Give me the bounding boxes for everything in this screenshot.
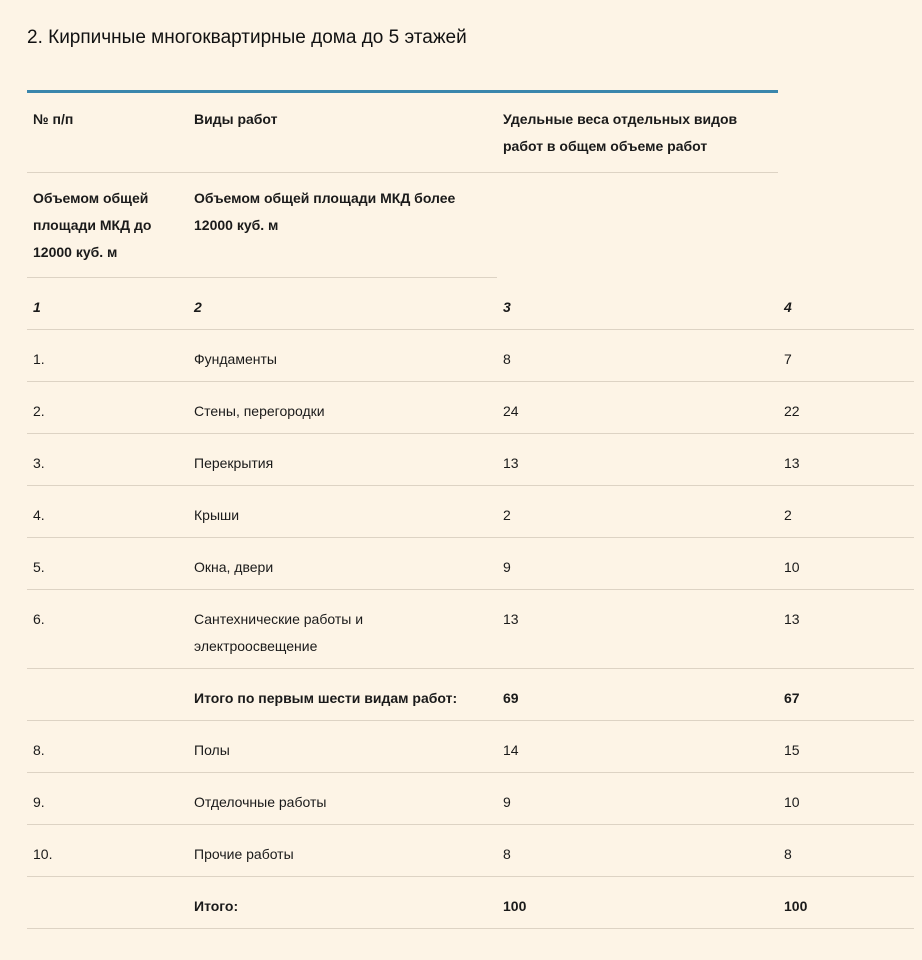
- header-col-weights: [503, 106, 737, 160]
- row-weight-large: 13: [784, 611, 800, 627]
- row-number: 1.: [33, 351, 45, 367]
- column-number-4: 4: [784, 299, 792, 315]
- row-number: 5.: [33, 559, 45, 575]
- column-number-3: 3: [503, 299, 511, 315]
- header-col-number: № п/п: [33, 111, 74, 127]
- column-number-row: [27, 278, 914, 330]
- table-row: [27, 538, 914, 590]
- table-row: [27, 330, 914, 382]
- row-weight-small: 2: [503, 507, 511, 523]
- row-number: 6.: [33, 611, 45, 627]
- total-weight-small: 100: [503, 898, 527, 914]
- header-col-work-type: Виды работ: [194, 111, 278, 127]
- row-weight-large: 2: [784, 507, 792, 523]
- header-sub-large-line1: Объемом общей площади МКД более: [194, 190, 456, 206]
- header-sub-large-volume: [194, 185, 455, 239]
- row-number: 10.: [33, 846, 53, 862]
- row-weight-small: 9: [503, 794, 511, 810]
- header-sub-small-line1: Объемом общей: [33, 190, 149, 206]
- table-row: [27, 773, 914, 825]
- subtotal-row: [27, 669, 914, 721]
- row-work-type: [194, 606, 363, 660]
- row-number: 4.: [33, 507, 45, 523]
- row-weight-large: 22: [784, 403, 800, 419]
- header-sub-large-line2: 12000 куб. м: [194, 217, 279, 233]
- total-weight-large: 100: [784, 898, 808, 914]
- row-work-type: Крыши: [194, 507, 240, 523]
- row-work-type: Прочие работы: [194, 846, 294, 862]
- header-sub-small-line2: площади МКД до: [33, 217, 152, 233]
- table-row: [27, 486, 914, 538]
- subtotal-weight-small: 69: [503, 690, 519, 706]
- row-number: 8.: [33, 742, 45, 758]
- row-work-type-line1: Сантехнические работы и: [194, 611, 364, 627]
- column-number-2: 2: [194, 299, 202, 315]
- row-weight-large: 10: [784, 559, 800, 575]
- row-weight-large: 10: [784, 794, 800, 810]
- row-weight-small: 8: [503, 351, 511, 367]
- row-number: 3.: [33, 455, 45, 471]
- row-work-type: Фундаменты: [194, 351, 277, 367]
- row-work-type: Окна, двери: [194, 559, 274, 575]
- row-number: 2.: [33, 403, 45, 419]
- row-work-type-line2: электроосвещение: [194, 638, 318, 654]
- column-number-1: 1: [33, 299, 41, 315]
- table-row: [27, 825, 914, 877]
- header-divider: [27, 172, 778, 173]
- header-sub-small-volume: [33, 185, 151, 266]
- subtotal-label: Итого по первым шести видам работ:: [194, 690, 458, 706]
- row-weight-large: 8: [784, 846, 792, 862]
- table-row: [27, 382, 914, 434]
- row-work-type: Полы: [194, 742, 230, 758]
- row-weight-small: 14: [503, 742, 519, 758]
- row-weight-large: 15: [784, 742, 800, 758]
- row-weight-small: 8: [503, 846, 511, 862]
- page-title: 2. Кирпичные многоквартирные дома до 5 этажей: [27, 27, 467, 48]
- table-top-rule: [27, 90, 778, 93]
- row-weight-small: 9: [503, 559, 511, 575]
- total-row: [27, 877, 914, 929]
- header-col-weights-line1: Удельные веса отдельных видов: [503, 111, 738, 127]
- total-label: Итого:: [194, 898, 239, 914]
- subtotal-weight-large: 67: [784, 690, 800, 706]
- table-row: [27, 590, 914, 669]
- row-weight-large: 13: [784, 455, 800, 471]
- table-row: [27, 434, 914, 486]
- table-row: [27, 721, 914, 773]
- header-col-weights-line2: работ в общем объеме работ: [503, 138, 708, 154]
- row-work-type: Стены, перегородки: [194, 403, 325, 419]
- row-number: 9.: [33, 794, 45, 810]
- row-weight-small: 13: [503, 611, 519, 627]
- row-work-type: Перекрытия: [194, 455, 274, 471]
- header-sub-small-line3: 12000 куб. м: [33, 244, 118, 260]
- row-weight-small: 24: [503, 403, 519, 419]
- row-weight-large: 7: [784, 351, 792, 367]
- row-weight-small: 13: [503, 455, 519, 471]
- row-work-type: Отделочные работы: [194, 794, 327, 810]
